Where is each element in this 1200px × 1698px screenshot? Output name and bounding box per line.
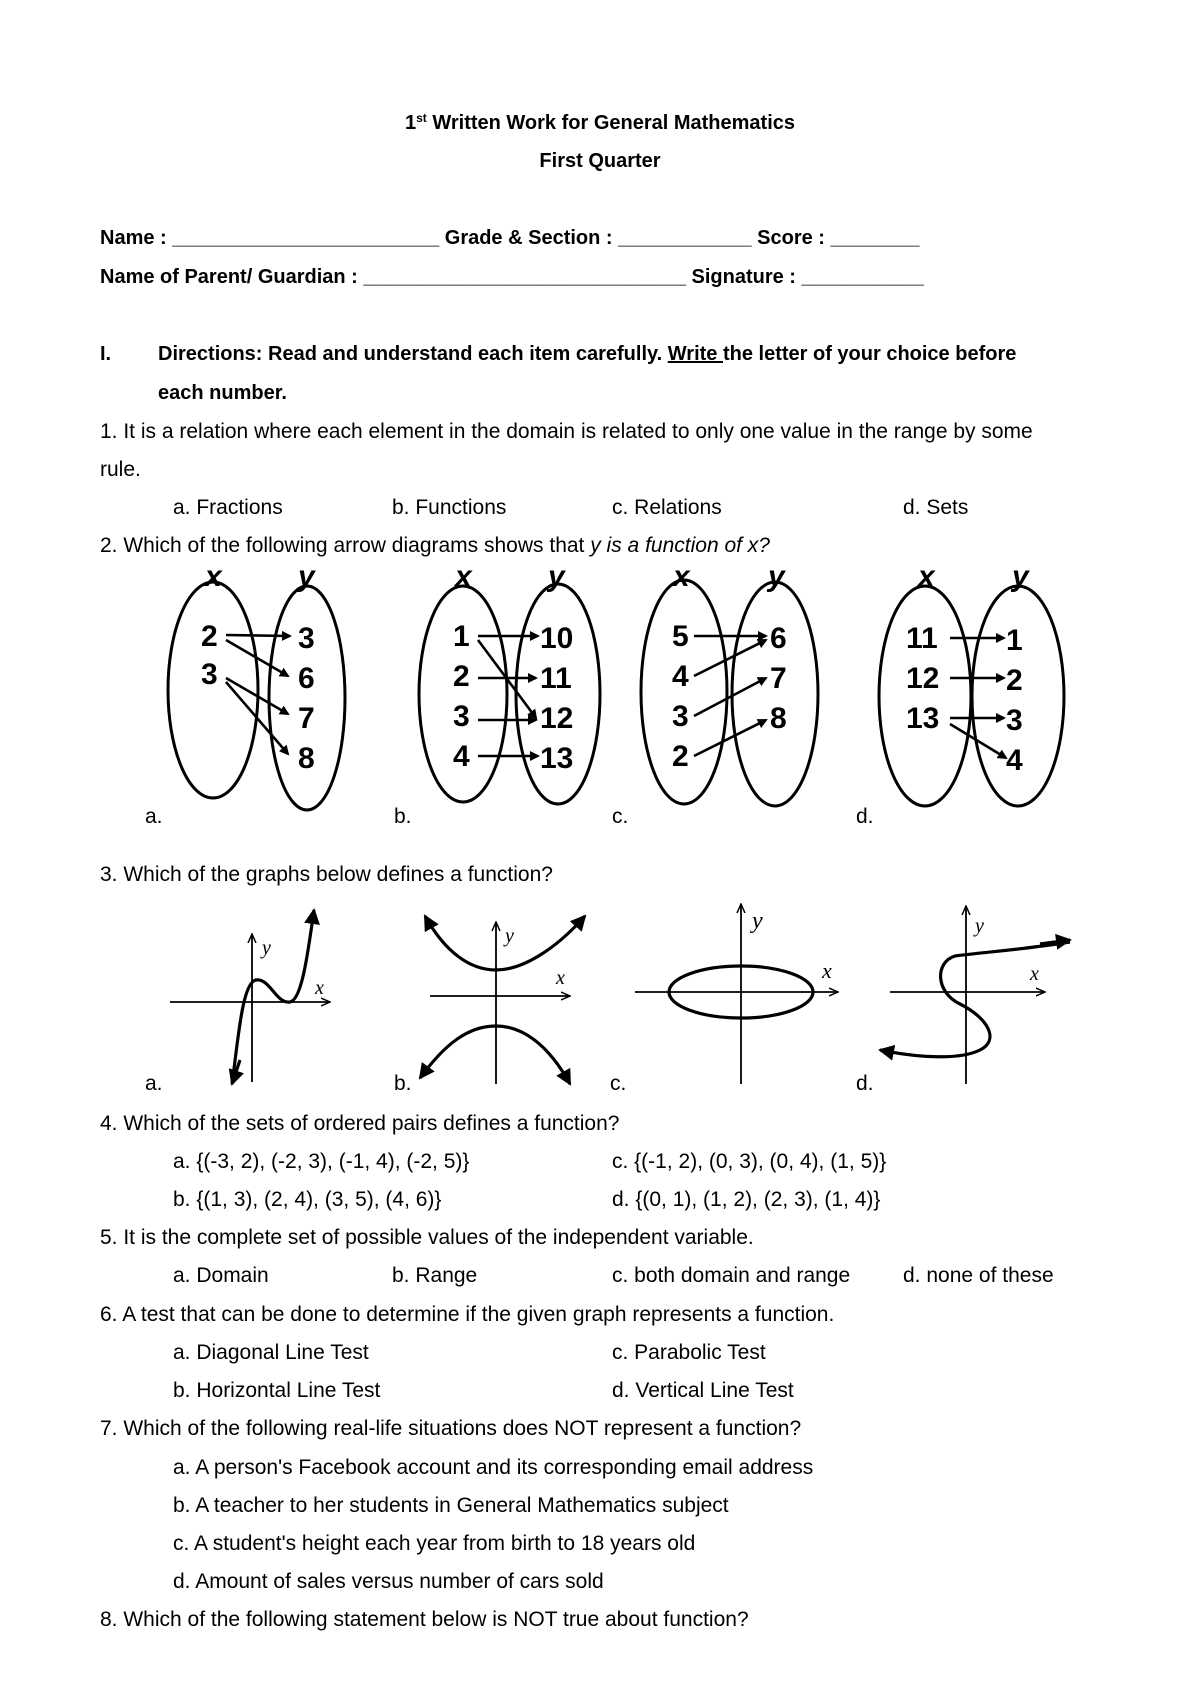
q4-choice-c: c. {(-1, 2), (0, 3), (0, 4), (1, 5)} — [612, 1150, 887, 1173]
q6-choice-c: c. Parabolic Test — [612, 1341, 766, 1364]
range-value: 2 — [1006, 664, 1023, 697]
y-axis-label: y — [505, 925, 514, 947]
question-5: 5. It is the complete set of possible values of the independent variable. — [100, 1226, 754, 1249]
q7-choice-a: a. A person's Facebook account and its corresponding email address — [173, 1456, 814, 1479]
domain-header: x — [918, 560, 935, 593]
range-header: y — [548, 560, 565, 593]
lower-branch-right — [496, 1026, 570, 1084]
domain-value: 2 — [201, 620, 218, 653]
graph-b — [394, 916, 585, 1095]
domain-value: 2 — [453, 660, 470, 693]
q4-choice-b: b. {(1, 3), (2, 4), (3, 5), (4, 6)} — [173, 1188, 442, 1211]
q5-choice-a: a. Domain — [173, 1264, 269, 1287]
q6-choice-b: b. Horizontal Line Test — [173, 1379, 381, 1402]
x-axis-label: x — [1030, 963, 1039, 985]
range-value: 10 — [540, 622, 574, 655]
range-header: y — [1012, 560, 1029, 593]
question-8: 8. Which of the following statement below is NOT true about function? — [100, 1608, 749, 1631]
question-3: 3. Which of the graphs below defines a function? — [100, 863, 553, 886]
q1-choice-a: a. Fractions — [173, 496, 283, 519]
y-axis-label: y — [975, 915, 984, 937]
q6-choice-a: a. Diagonal Line Test — [173, 1341, 369, 1364]
range-value: 3 — [298, 622, 315, 655]
graph-label: d. — [856, 1072, 874, 1095]
range-value: 6 — [770, 622, 787, 655]
question-2: 2. Which of the following arrow diagrams shows that y is a function of x? — [100, 534, 770, 557]
domain-value: 11 — [906, 622, 938, 655]
graph-d — [856, 906, 1070, 1095]
q1-choice-b: b. Functions — [392, 496, 507, 519]
question-1: 1. It is a relation where each element in the domain is related to only one value in the range by some — [100, 420, 1033, 443]
range-value: 7 — [770, 662, 787, 695]
question-6: 6. A test that can be done to determine if the given graph represents a function. — [100, 1303, 835, 1326]
graph-a — [145, 910, 330, 1095]
q1-choice-d: d. Sets — [903, 496, 969, 519]
arrow-diagram-a — [145, 560, 345, 828]
page-title: 1st Written Work for General Mathematics — [404, 111, 796, 134]
mapping-arrow — [694, 720, 766, 756]
q5-choice-d: d. none of these — [903, 1264, 1054, 1287]
domain-value: 3 — [453, 700, 470, 733]
range-header: y — [768, 560, 785, 593]
graph-label: c. — [610, 1072, 627, 1095]
y-axis-label: y — [752, 908, 763, 934]
lower-branch-left — [420, 1026, 496, 1078]
cubic-curve — [232, 910, 314, 1084]
range-value: 1 — [1006, 624, 1023, 657]
domain-value: 13 — [906, 702, 940, 735]
mapping-arrow — [226, 635, 290, 636]
x-axis-label: x — [822, 958, 832, 983]
q7-choice-b: b. A teacher to her students in General Mathematics subject — [173, 1494, 729, 1517]
mapping-arrow — [694, 640, 766, 676]
arrow-diagrams — [0, 560, 1200, 840]
question-7: 7. Which of the following real-life situations does NOT represent a function? — [100, 1417, 802, 1440]
q4-choice-a: a. {(-3, 2), (-2, 3), (-1, 4), (-2, 5)} — [173, 1150, 470, 1173]
question-4: 4. Which of the sets of ordered pairs defines a function? — [100, 1112, 620, 1135]
range-value: 11 — [540, 662, 572, 695]
domain-oval — [879, 586, 971, 806]
range-value: 3 — [1006, 704, 1023, 737]
domain-header: x — [205, 560, 222, 593]
x-axis-label: x — [556, 967, 565, 989]
range-header: y — [298, 560, 315, 593]
arrow-diagram-d — [856, 560, 1064, 828]
q5-choice-c: c. both domain and range — [612, 1264, 851, 1287]
domain-value: 4 — [672, 660, 689, 693]
graph-label: b. — [394, 1072, 412, 1095]
domain-value: 12 — [906, 662, 940, 695]
diagram-label: c. — [612, 805, 629, 828]
arrow-diagram-c — [612, 560, 818, 828]
range-value: 13 — [540, 742, 574, 775]
q6-choice-d: d. Vertical Line Test — [612, 1379, 794, 1402]
domain-header: x — [673, 560, 690, 593]
range-oval — [269, 586, 345, 810]
q5-choice-b: b. Range — [392, 1264, 478, 1287]
graph-label: a. — [145, 1072, 163, 1095]
y-axis-label: y — [262, 937, 271, 959]
question-1-cont: rule. — [100, 458, 141, 481]
domain-value: 2 — [672, 740, 689, 773]
domain-value: 5 — [672, 620, 689, 653]
range-value: 8 — [298, 742, 315, 775]
q7-choice-c: c. A student's height each year from birth to 18 years old — [173, 1532, 696, 1555]
upper-branch-left — [425, 916, 496, 970]
domain-value: 1 — [453, 620, 470, 653]
directions-text-cont: each number. — [158, 382, 287, 404]
domain-value: 4 — [453, 740, 470, 773]
domain-value: 3 — [672, 700, 689, 733]
x-axis-label: x — [315, 977, 324, 999]
range-value: 6 — [298, 662, 315, 695]
graph-c — [610, 904, 838, 1095]
function-graphs — [0, 892, 1200, 1095]
diagram-label: a. — [145, 805, 163, 828]
s-curve — [880, 942, 1070, 1057]
domain-header: x — [455, 560, 472, 593]
directions-text: Directions: Read and understand each item carefully. Write the letter of your choice before — [158, 343, 1017, 365]
q7-choice-d: d. Amount of sales versus number of cars sold — [173, 1570, 604, 1593]
parent-signature-line: Name of Parent/ Guardian : _____________________________ Signature : ___________ — [100, 266, 924, 288]
q4-choice-d: d. {(0, 1), (1, 2), (2, 3), (1, 4)} — [612, 1188, 881, 1211]
range-value: 7 — [298, 702, 315, 735]
mapping-arrow — [694, 678, 766, 716]
range-value: 4 — [1006, 744, 1023, 777]
diagram-label: b. — [394, 805, 412, 828]
range-value: 12 — [540, 702, 574, 735]
domain-value: 3 — [201, 658, 218, 691]
page-subtitle: First Quarter — [539, 150, 661, 172]
range-value: 8 — [770, 702, 787, 735]
arrow-diagram-b — [394, 560, 600, 828]
diagram-label: d. — [856, 805, 874, 828]
section-roman-numeral: I. — [100, 343, 112, 365]
q1-choice-c: c. Relations — [612, 496, 722, 519]
name-grade-score-line: Name : ________________________ Grade & Section : ____________ Score : ________ — [100, 227, 920, 249]
